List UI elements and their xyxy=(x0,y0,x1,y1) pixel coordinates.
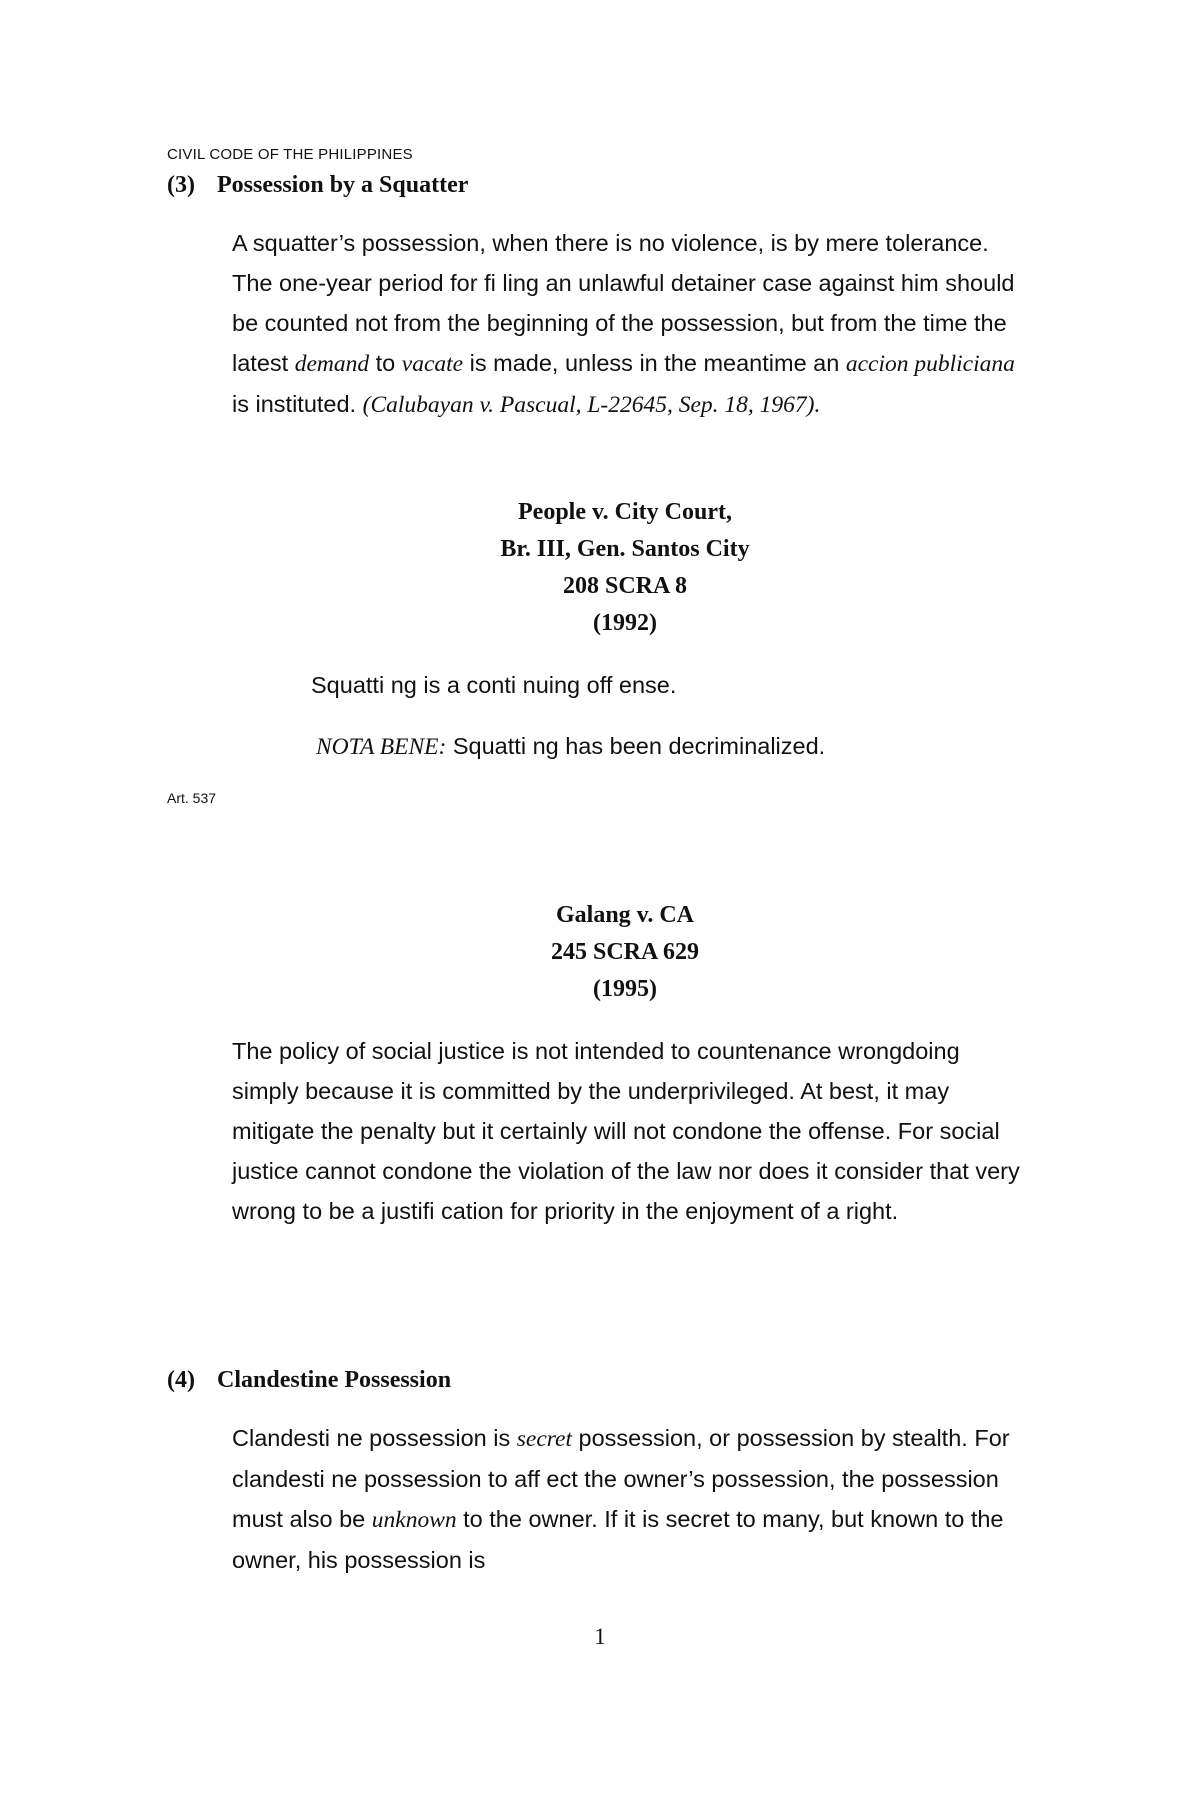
case-title-galang-v-ca xyxy=(0,897,1200,1008)
page-number: 1 xyxy=(594,1624,606,1649)
paragraph-italic: accion publiciana xyxy=(845,351,1015,377)
section-3-title: Possession by a Squatter xyxy=(217,172,469,198)
case-title-line: People v. City Court, xyxy=(518,499,732,525)
section-3-number: (3) xyxy=(167,172,195,198)
paragraph-italic: unknown xyxy=(371,1507,457,1533)
case-title-line: Galang v. CA xyxy=(555,902,695,928)
case-2-paragraph: The policy of social justice is not intended to countenance wrongdoing simply because it is committed by the underprivileged. At best, it may mitigate the penalty but it certainly will not condone the offense. For social justice cannot condone the violation of the law nor does it consider that very wrong to be a justifi cation for priority in the enjoyment of a right. xyxy=(232,1038,1020,1224)
paragraph-text: possession, or possession by stealth. For clandesti ne possession to aff ect the owner’s possession, the possession must also be xyxy=(232,1425,1010,1532)
paragraph-text: to xyxy=(369,350,402,376)
case-title-line: (1992) xyxy=(593,610,657,636)
nota-bene-text: Squatti ng has been decriminalized. xyxy=(446,733,826,759)
case-title-line: Br. III, Gen. Santos City xyxy=(500,536,750,562)
paragraph-text: A squatter’s possession, when there is no violence, is by mere tolerance. The one-year period for fi ling an unlawful detainer case against him should be counted not from the beginning of the possession, but from the time the latest xyxy=(232,230,1015,376)
section-4-paragraph xyxy=(232,1418,1032,1580)
section-4-number: (4) xyxy=(167,1367,195,1393)
article-reference: Art. 537 xyxy=(167,790,217,806)
section-3-heading xyxy=(167,172,468,199)
running-head: CIVIL CODE OF THE PHILIPPINES xyxy=(167,146,413,163)
paragraph-italic: demand xyxy=(294,351,370,377)
paragraph-text: Clandesti ne possession is xyxy=(232,1425,517,1451)
section-4-heading xyxy=(167,1367,451,1394)
paragraph-italic: vacate xyxy=(401,351,464,377)
paragraph-text: is made, unless in the meantime an xyxy=(463,350,846,376)
paragraph-text: to the owner. If it is secret to many, but known to the owner, his possession is xyxy=(232,1506,1004,1573)
nota-bene-note xyxy=(316,733,825,761)
paragraph-text: is instituted. xyxy=(232,391,363,417)
nota-bene-label: NOTA BENE: xyxy=(316,734,447,760)
case-holding: Squatti ng is a conti nuing off ense. xyxy=(311,672,677,698)
case-title-line: 208 SCRA 8 xyxy=(562,573,688,599)
case-title-people-v-city-court xyxy=(0,494,1200,642)
case-citation: (Calubayan v. Pascual, L-22645, Sep. 18, 1967). xyxy=(362,392,821,418)
case-title-line: 245 SCRA 629 xyxy=(550,939,700,965)
section-3-paragraph xyxy=(232,223,1032,425)
paragraph-italic: secret xyxy=(516,1426,573,1452)
case-title-line: (1995) xyxy=(593,976,657,1002)
section-4-title: Clandestine Possession xyxy=(217,1367,452,1393)
